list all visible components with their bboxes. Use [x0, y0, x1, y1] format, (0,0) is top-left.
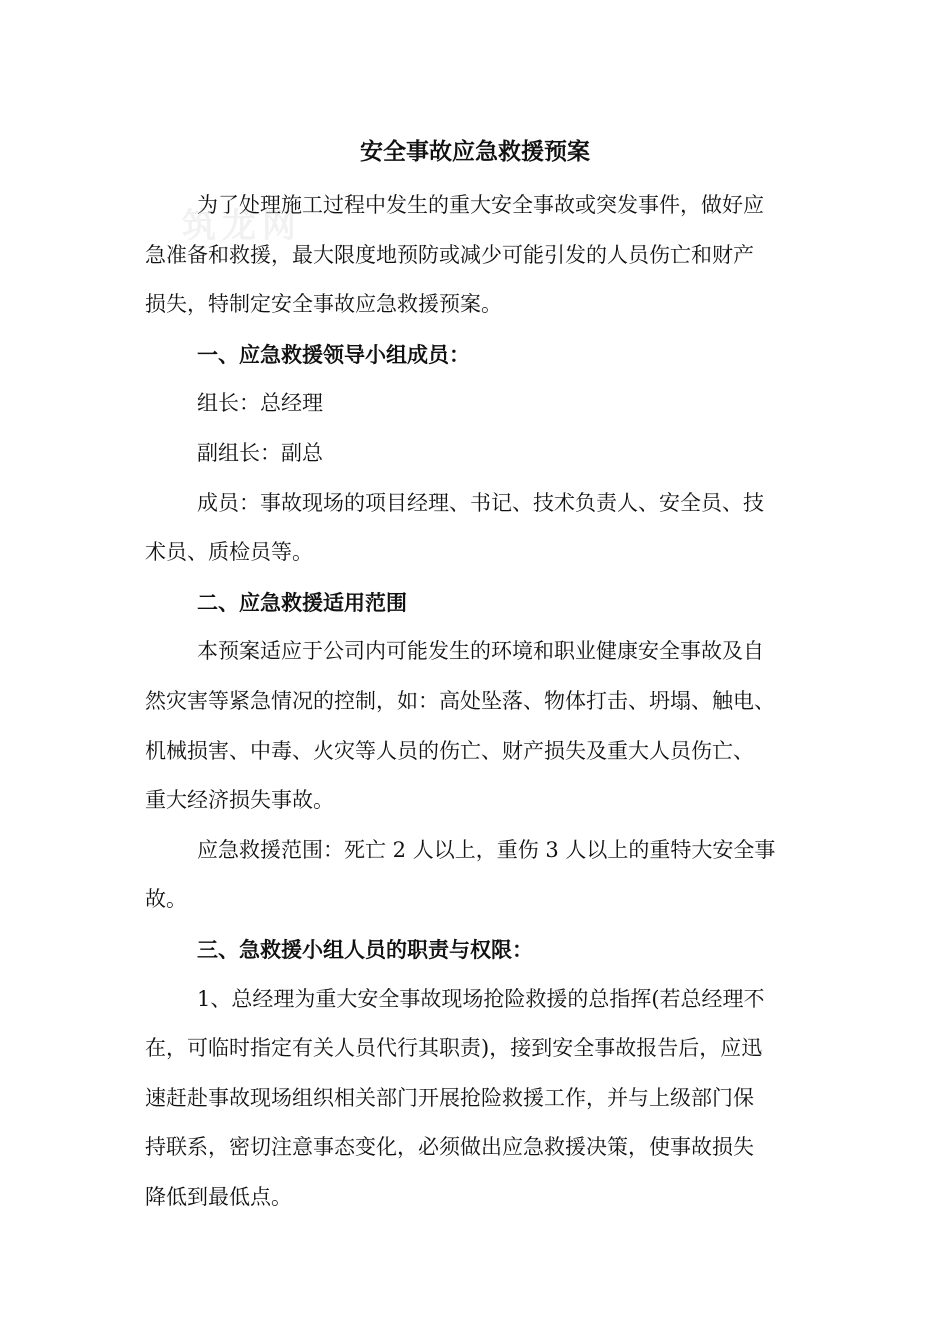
paragraph-line: 速赶赴事故现场组织相关部门开展抢险救援工作，并与上级部门保: [145, 1085, 754, 1110]
paragraph-line: 持联系，密切注意事态变化，必须做出应急救援决策，使事故损失: [145, 1135, 754, 1160]
section-heading: 一、应急救援领导小组成员：: [197, 341, 470, 367]
paragraph-line: 组长：总经理: [197, 391, 323, 416]
section-heading: 三、急救援小组人员的职责与权限：: [197, 936, 533, 962]
watermark: 筑龙网: [182, 206, 302, 246]
paragraph-line: 损失，特制定安全事故应急救援预案。: [145, 292, 502, 317]
document-title: 安全事故应急救援预案: [360, 138, 590, 165]
document-body: [145, 181, 825, 1222]
paragraph-line: 本预案适应于公司内可能发生的环境和职业健康安全事故及自: [197, 639, 764, 664]
paragraph-line: 故。: [145, 887, 187, 912]
paragraph-line: 成员：事故现场的项目经理、书记、技术负责人、安全员、技: [197, 490, 764, 515]
paragraph-line: 急准备和救援，最大限度地预防或减少可能引发的人员伤亡和财产: [145, 242, 754, 267]
paragraph-line: 机械损害、中毒、火灾等人员的伤亡、财产损失及重大人员伤亡、: [145, 738, 754, 763]
paragraph-line: 在，可临时指定有关人员代行其职责)，接到安全事故报告后，应迅: [145, 1036, 763, 1061]
paragraph-line: 副组长：副总: [197, 440, 323, 465]
section-heading: 二、应急救援适用范围: [197, 589, 407, 615]
paragraph-line: 重大经济损失事故。: [145, 788, 334, 813]
paragraph-line: 应急救援范围：死亡 2 人以上，重伤 3 人以上的重特大安全事: [197, 837, 776, 862]
paragraph-line: 1、总经理为重大安全事故现场抢险救援的总指挥(若总经理不: [197, 986, 765, 1011]
paragraph-line: 然灾害等紧急情况的控制，如：高处坠落、物体打击、坍塌、触电、: [145, 688, 775, 713]
paragraph-line: 降低到最低点。: [145, 1184, 292, 1209]
paragraph-line: 术员、质检员等。: [145, 540, 313, 565]
paragraph-line: 为了处理施工过程中发生的重大安全事故或突发事件，做好应: [197, 193, 764, 217]
